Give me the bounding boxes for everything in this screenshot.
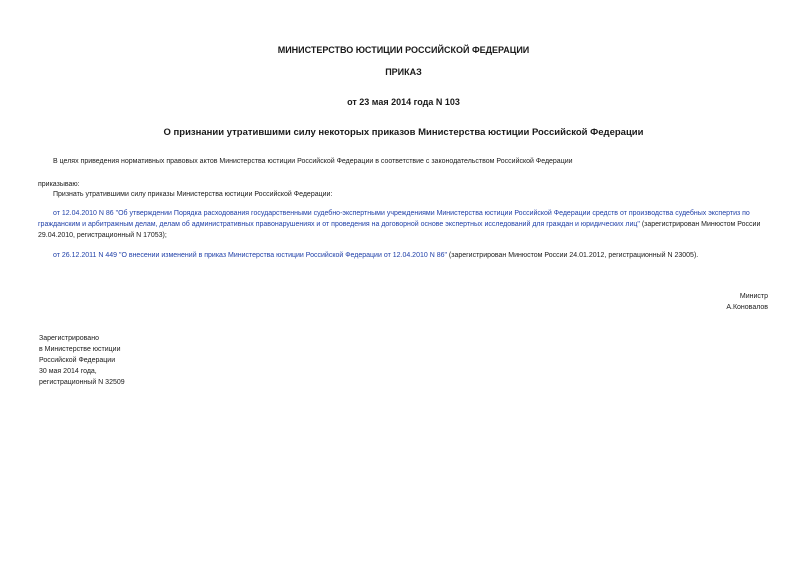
registration-block [39,333,125,388]
order-word: приказываю: [38,181,80,188]
document-date-number: от 23 мая 2014 года N 103 [347,97,460,107]
document-type: ПРИКАЗ [385,67,422,77]
preamble-paragraph: В целях приведения нормативных правовых актов Министерства юстиции Российской Федерации в соответствие с законодательством Российской Федерации [53,158,573,165]
order-link-449[interactable]: от 26.12.2011 N 449 "О внесении изменений в приказ Министерства юстиции Российской Федерации от 12.04.2010 N 86" [53,252,447,259]
signatory-position: Министр [739,293,768,300]
registration-note: (зарегистрирован Минюстом России 29.04.2010, регистрационный N 17053); [38,221,761,239]
registration-line: 30 мая 2014 года, [39,368,97,375]
recognize-paragraph: Признать утратившими силу приказы Министерства юстиции Российской Федерации: [53,191,333,198]
signatory-name: А.Коновалов [726,304,768,311]
registration-line: Российской Федерации [39,357,116,364]
order-link-86[interactable]: от 12.04.2010 N 86 "Об утверждении Порядка расходования государственными судебно-экспертными учреждениями Министерства юстиции Российской Федерации средств от производства судебных экспертиз по гражданским и арбитражным делам, делам об административных правонарушениях и от проведения на договорной основе экспертных исследований для граждан и юридических лиц" [38,210,750,228]
document-title: О признании утратившими силу некоторых приказов Министерства юстиции Российской Федерации [163,127,644,138]
ministry-heading: МИНИСТЕРСТВО ЮСТИЦИИ РОССИЙСКОЙ ФЕДЕРАЦИИ [277,45,530,55]
signature-block [726,291,768,313]
registration-line: регистрационный N 32509 [39,379,125,386]
list-item [38,208,770,241]
registration-line: Зарегистрировано [39,335,99,342]
list-item [38,250,770,261]
registration-line: в Министерстве юстиции [39,346,121,353]
registration-note: (зарегистрирован Минюстом России 24.01.2012, регистрационный N 23005). [446,252,699,259]
